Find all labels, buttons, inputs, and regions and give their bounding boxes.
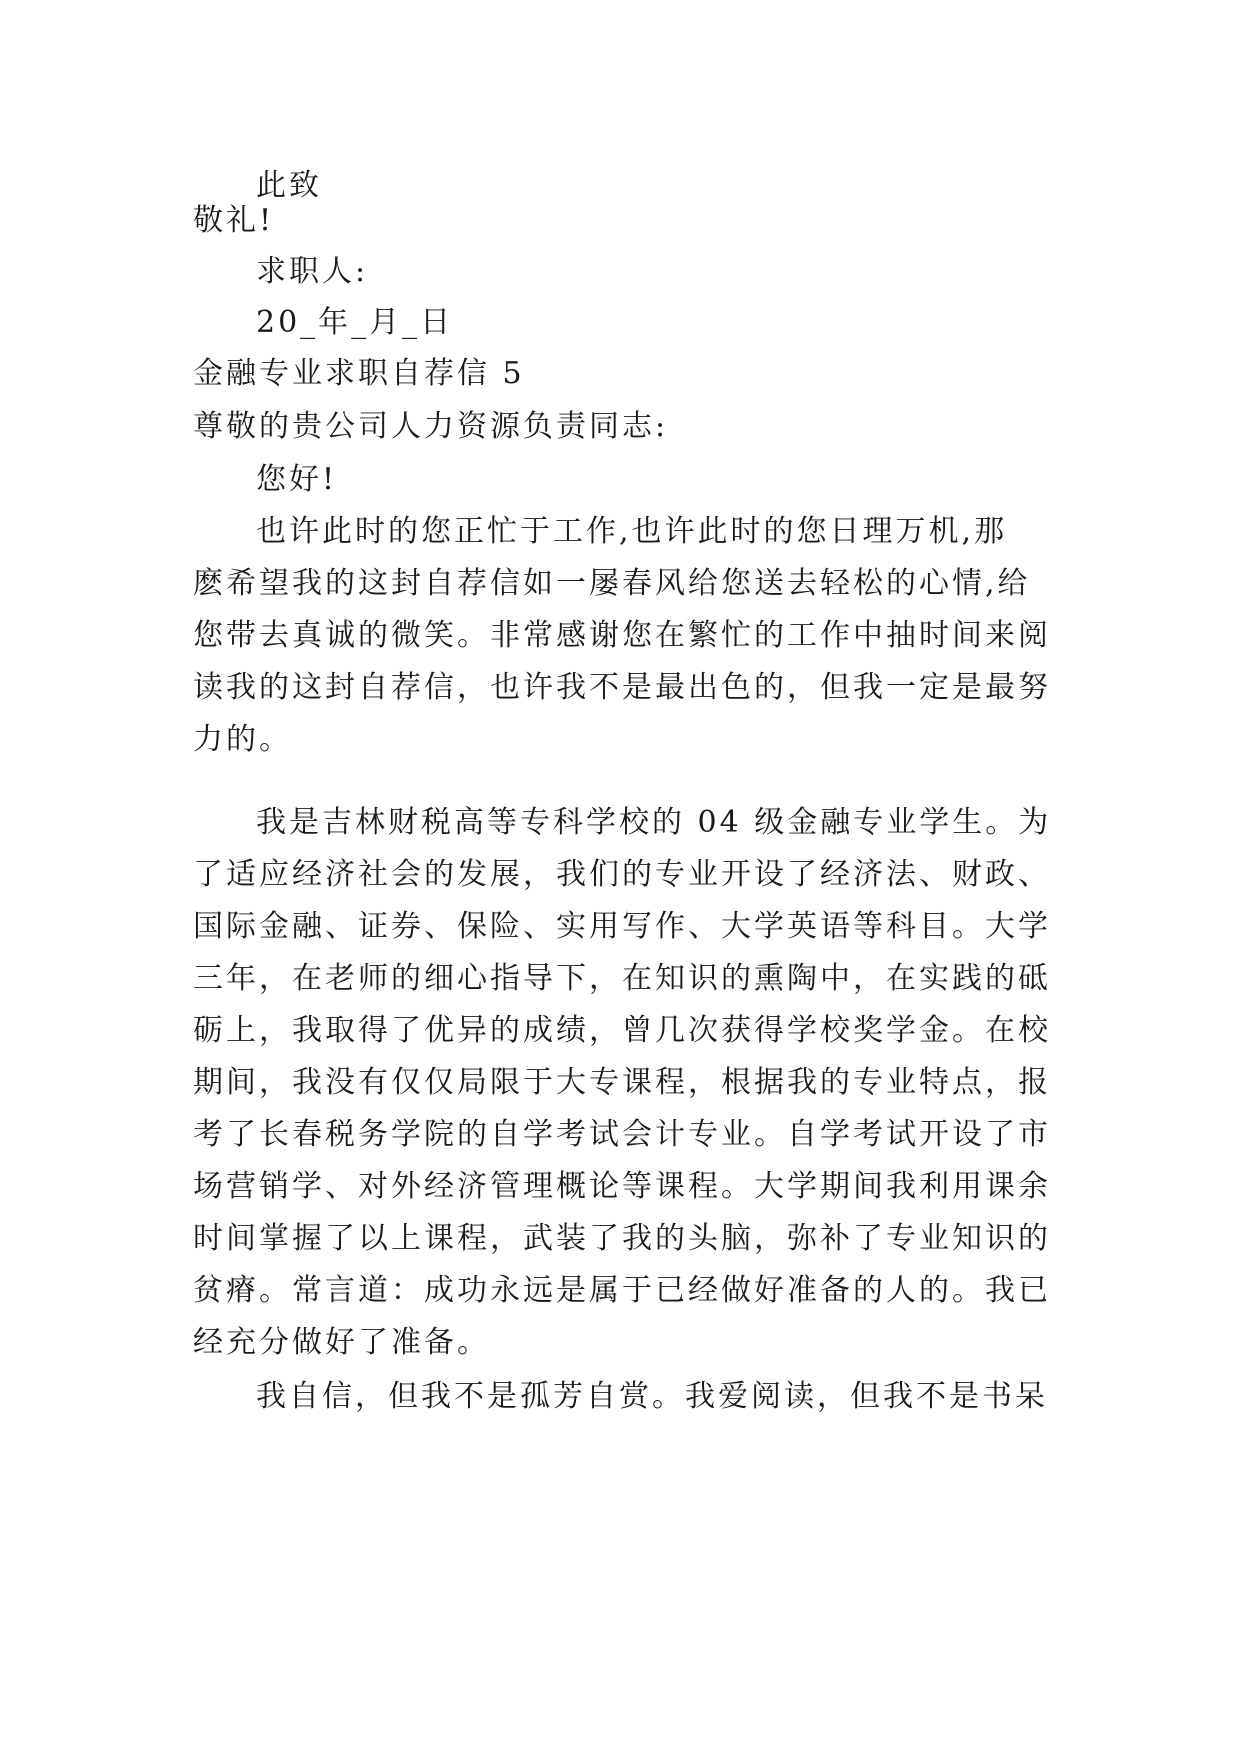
paragraph-line: 场营销学、对外经济管理概论等课程。大学期间我利用课余: [193, 1169, 1051, 1204]
closing-salutation: 此致: [256, 168, 322, 203]
paragraph-line: 经充分做好了准备。: [193, 1325, 490, 1360]
paragraph-line: 期间，我没有仅仅局限于大专课程，根据我的专业特点，报: [193, 1065, 1051, 1100]
paragraph-line: 麽希望我的这封自荐信如一屡春风给您送去轻松的心情,给: [193, 566, 1031, 601]
paragraph-line: 贫瘠。常言道：成功永远是属于已经做好准备的人的。我已: [193, 1273, 1051, 1308]
paragraph-line: 我自信，但我不是孤芳自赏。我爱阅读，但我不是书呆: [256, 1379, 1048, 1414]
paragraph-line: 读我的这封自荐信，也许我不是最出色的，但我一定是最努: [193, 670, 1051, 705]
paragraph-line: 了适应经济社会的发展，我们的专业开设了经济法、财政、: [193, 857, 1051, 892]
section-title: 金融专业求职自荐信 5: [193, 356, 525, 391]
letter-date: 20_年_月_日: [256, 305, 454, 340]
paragraph-line: 时间掌握了以上课程，武装了我的头脑，弥补了专业知识的: [193, 1221, 1051, 1256]
letter-addressee: 尊敬的贵公司人力资源负责同志:: [193, 409, 669, 444]
closing-regards: 敬礼!: [193, 203, 275, 238]
paragraph-line: 我是吉林财税高等专科学校的 04 级金融专业学生。为: [256, 805, 1052, 840]
paragraph-line: 三年，在老师的细心指导下，在知识的熏陶中，在实践的砥: [193, 961, 1051, 996]
paragraph-line: 国际金融、证券、保险、实用写作、大学英语等科目。大学: [193, 909, 1051, 944]
paragraph-line: 您带去真诚的微笑。非常感谢您在繁忙的工作中抽时间来阅: [193, 618, 1051, 653]
paragraph-line: 力的。: [193, 722, 292, 757]
paragraph-line: 砺上，我取得了优异的成绩，曾几次获得学校奖学金。在校: [193, 1013, 1051, 1048]
applicant-signature: 求职人:: [256, 254, 369, 289]
paragraph-line: 也许此时的您正忙于工作,也许此时的您日理万机,那: [256, 514, 1008, 549]
letter-greeting: 您好!: [256, 462, 338, 497]
paragraph-line: 考了长春税务学院的自学考试会计专业。自学考试开设了市: [193, 1117, 1051, 1152]
